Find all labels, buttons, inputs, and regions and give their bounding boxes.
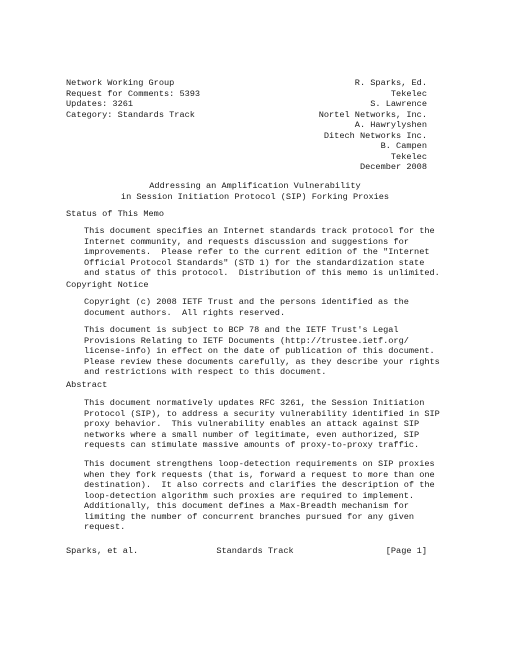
copyright-p2-line-3: license-info) in effect on the date of publication of this document. [84, 346, 435, 356]
header-working-group: Network Working Group [66, 78, 175, 88]
abstract-p1-line-4: networks where a small number of legitimate, even authorized, SIP [84, 429, 420, 440]
status-line-5: and status of this protocol. Distribution of this memo is unlimited. [84, 268, 440, 278]
header-author-1: R. Sparks, Ed. [354, 78, 427, 88]
header-affiliation-3: Ditech Networks Inc. [323, 130, 427, 141]
header-rfc-number: Request for Comments: 5393 [66, 88, 201, 99]
copyright-p2-line-2: Provisions Relating to IETF Documents (http://trustee.ietf.org/ [84, 335, 409, 346]
abstract-p1-line-5: requests can stimulate massive amounts of proxy-to-proxy traffic. [84, 440, 420, 450]
copyright-p1-line-1: Copyright (c) 2008 IETF Trust and the persons identified as the [84, 297, 409, 307]
header-affiliation-1: Tekelec [390, 88, 427, 99]
status-line-4: Official Protocol Standards" (STD 1) for the standardization state [84, 257, 425, 268]
header-date: December 2008 [359, 162, 427, 172]
status-line-3: improvements. Please refer to the current edition of the "Internet [84, 247, 430, 257]
section-heading-status: Status of This Memo [66, 209, 164, 219]
header-category: Category: Standards Track [66, 109, 195, 120]
footer-authors: Sparks, et al. [66, 546, 139, 556]
section-heading-copyright: Copyright Notice [66, 280, 149, 290]
copyright-p1-line-2: document authors. All rights reserved. [84, 307, 286, 318]
status-line-2: Internet community, and requests discussion and suggestions for [84, 236, 409, 247]
footer-page-number: [Page 1] [385, 546, 427, 556]
status-line-1: This document specifies an Internet standards track protocol for the [84, 226, 435, 236]
header-author-4: B. Campen [380, 141, 427, 151]
abstract-p2-line-6: limiting the number of concurrent branches pursued for any given [84, 511, 415, 522]
abstract-p2-line-1: This document strengthens loop-detection requirements on SIP proxies [84, 459, 435, 469]
abstract-p2-line-2: when they fork requests (that is, forward a request to more than one [84, 469, 435, 480]
header-updates: Updates: 3261 [66, 99, 134, 109]
header-affiliation-4: Tekelec [390, 151, 427, 162]
abstract-p2-line-5: Additionally, this document defines a Max-Breadth mechanism for [84, 501, 409, 511]
abstract-p2-line-4: loop-detection algorithm such proxies are required to implement. [84, 490, 415, 501]
header-affiliation-2: Nortel Networks, Inc. [318, 109, 427, 120]
abstract-p1-line-1: This document normatively updates RFC 3261, the Session Initiation [84, 398, 425, 408]
header-author-3: A. Hawrylyshen [354, 120, 427, 130]
copyright-p2-line-1: This document is subject to BCP 78 and the IETF Trust's Legal [84, 325, 399, 335]
abstract-p1-line-3: proxy behavior. This vulnerability enables an attack against SIP [84, 419, 420, 429]
abstract-p2-line-3: destination). It also corrects and clarifies the description of the [84, 480, 435, 490]
section-heading-abstract: Abstract [66, 380, 108, 390]
document-title-line-2: in Session Initiation Protocol (SIP) Forking Proxies [120, 191, 390, 202]
copyright-p2-line-5: and restrictions with respect to this document. [84, 367, 327, 377]
footer-category: Standards Track [216, 546, 294, 556]
copyright-p2-line-4: Please review these documents carefully, as they describe your rights [84, 356, 440, 367]
abstract-p2-line-7: request. [84, 522, 126, 532]
header-author-2: S. Lawrence [370, 99, 427, 109]
document-title-line-1: Addressing an Amplification Vulnerability [149, 181, 361, 191]
abstract-p1-line-2: Protocol (SIP), to address a security vulnerability identified in SIP [84, 408, 440, 419]
